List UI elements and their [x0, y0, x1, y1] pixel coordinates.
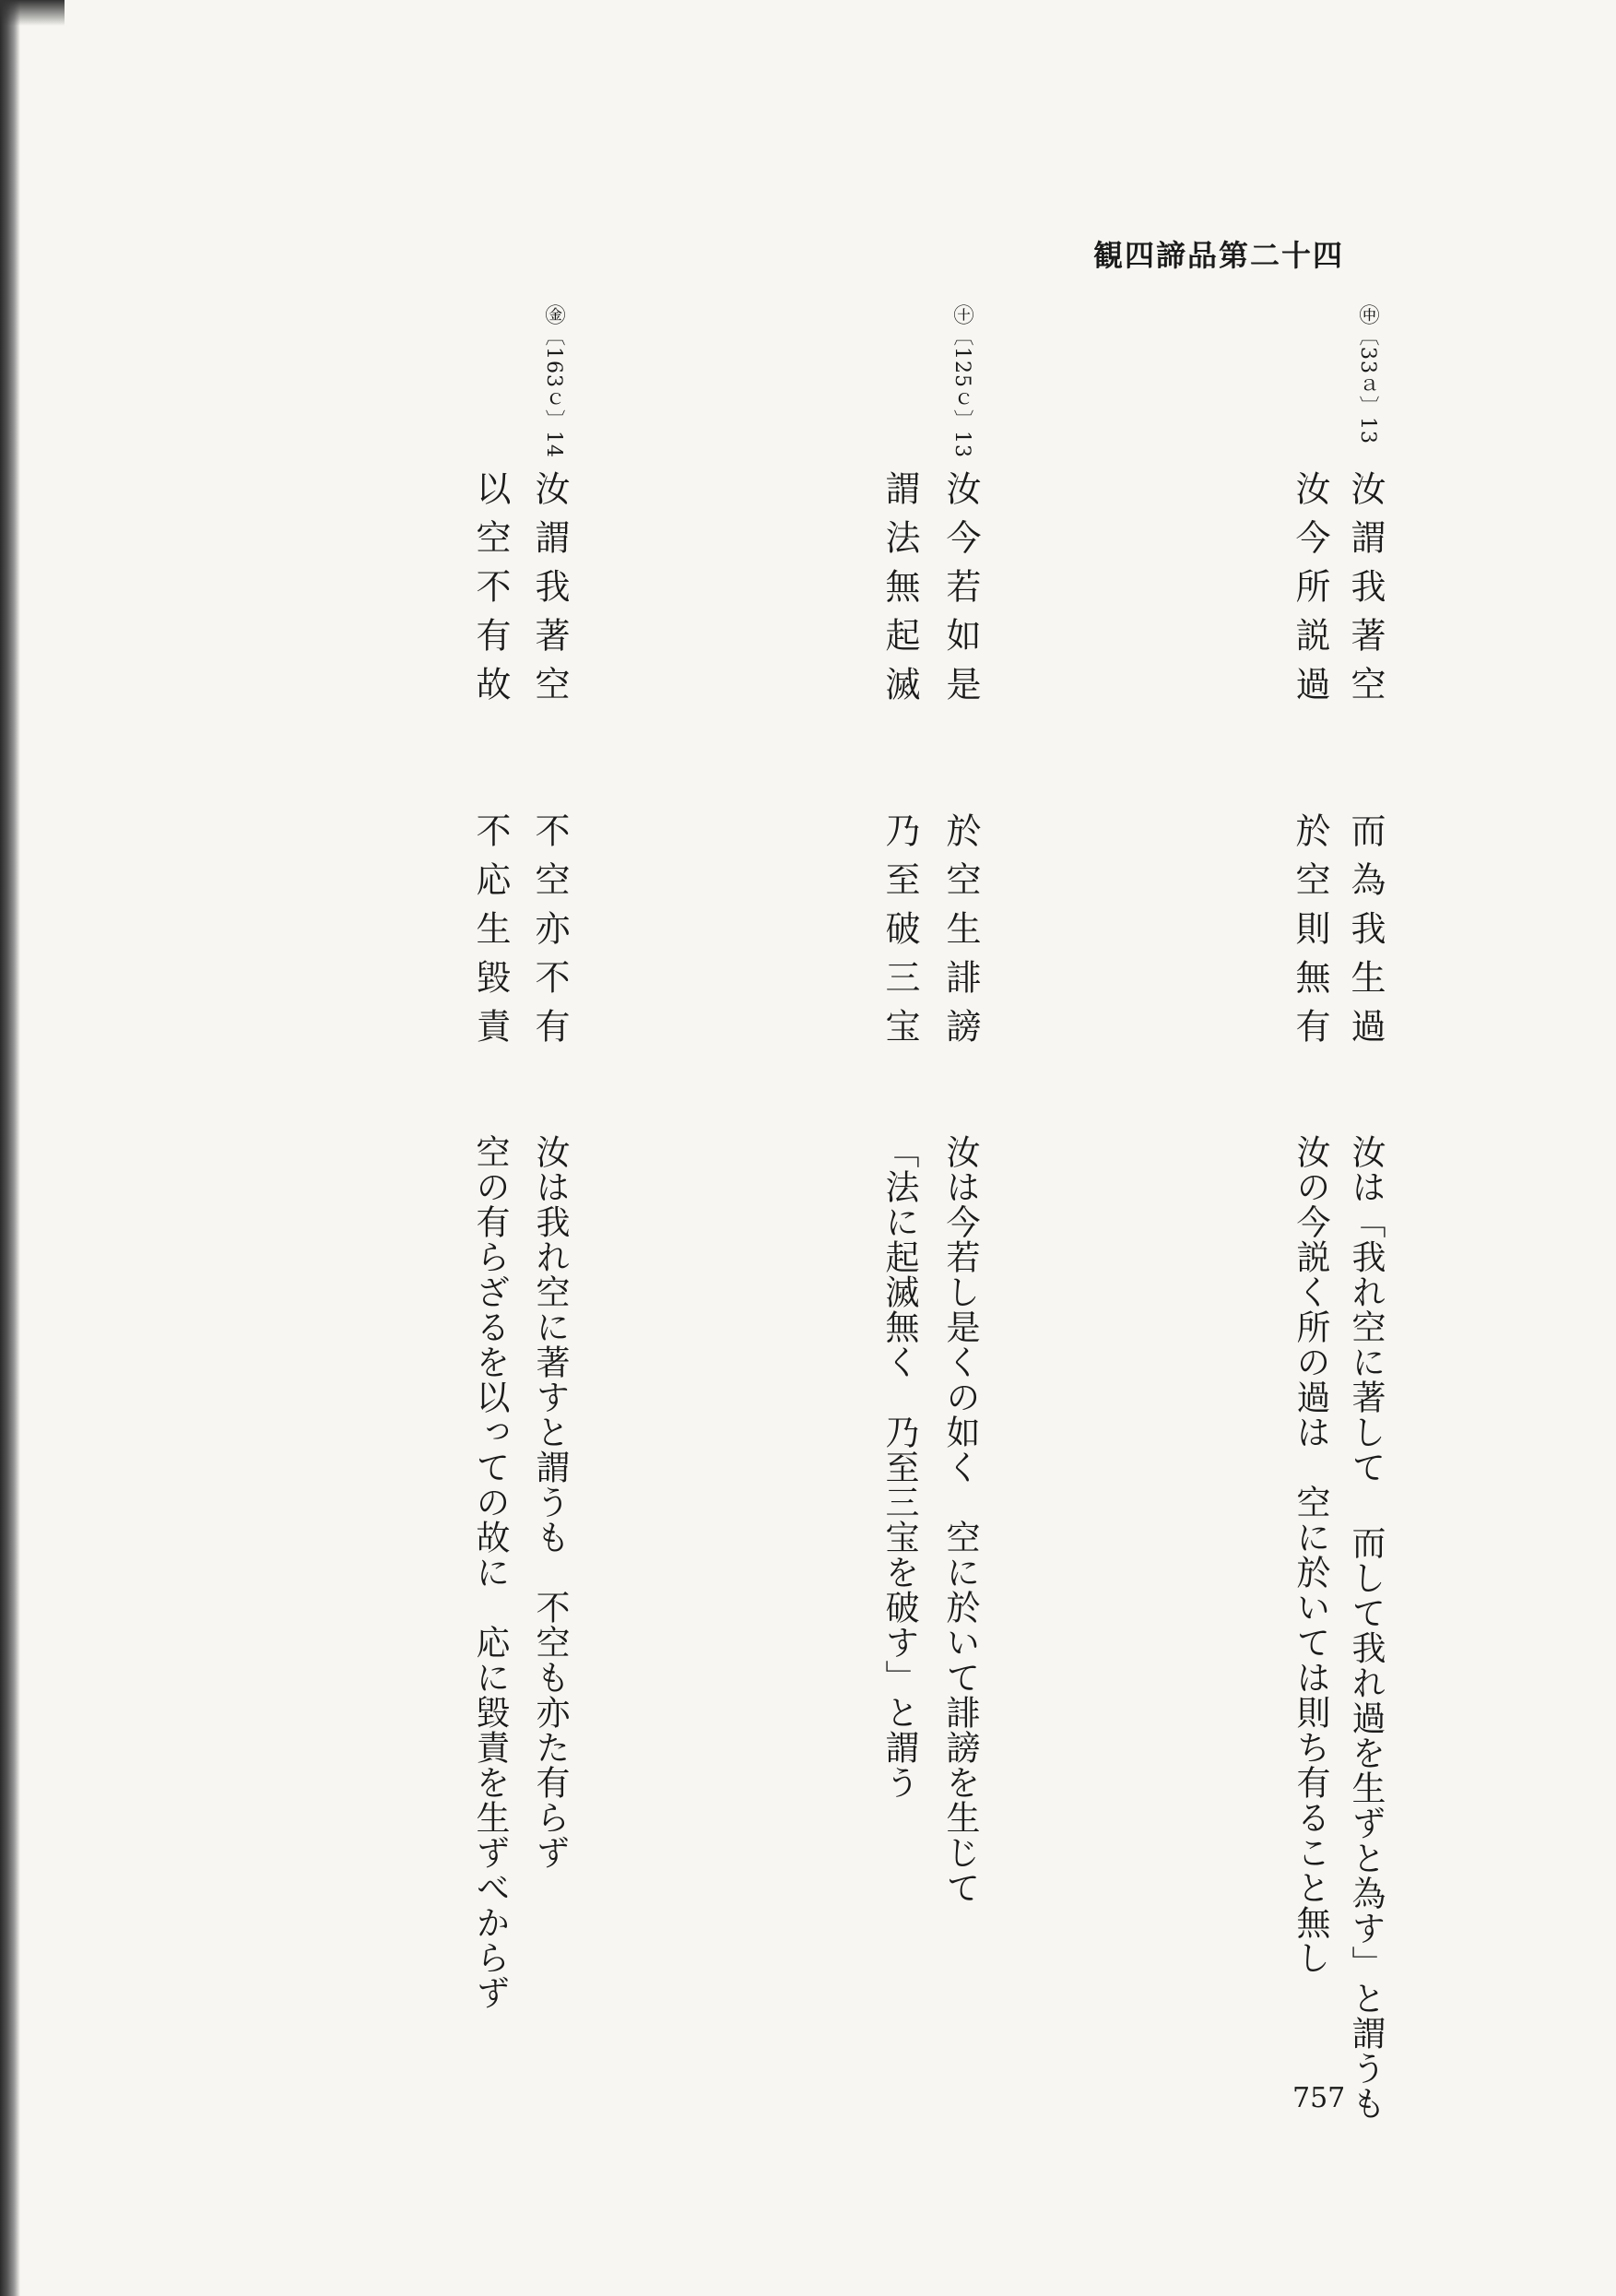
section-3-translation-line-2: 空の有らざるを以っての故に 応に毀責を生ずべからず [470, 1134, 510, 2010]
section-1-translation-line-2: 汝の今説く所の過は 空に於いては則ち有ること無し [1291, 1134, 1330, 1975]
section-1-verse-line-1: 汝謂我著空 而為我生過 [1345, 470, 1386, 1057]
section-2-translation-line-2: 「法に起滅無く 乃至三宝を破す」と謂う [879, 1134, 919, 1800]
section-3-verse-line-2: 以空不有故 不応生毀責 [470, 470, 511, 1057]
chapter-title: 観四諦品第二十四 [1092, 238, 1344, 273]
section-3-translation-line-1: 汝は我れ空に著すと謂うも 不空も亦た有らず [530, 1134, 570, 1870]
section-1-marker: ㊥〔33ａ〕13 [1356, 304, 1379, 444]
section-2-verse-line-1: 汝今若如是 於空生誹謗 [940, 470, 981, 1057]
section-2-marker: ㊉〔125ｃ〕13 [950, 304, 973, 458]
scan-left-edge [0, 0, 20, 2296]
section-3-marker: ㊎〔163ｃ〕14 [542, 304, 565, 458]
section-2-verse-line-2: 謂法無起滅 乃至破三宝 [879, 470, 920, 1057]
section-2-translation-line-1: 汝は今若し是くの如く 空に於いて誹謗を生じて [940, 1134, 980, 1905]
section-3-verse-line-1: 汝謂我著空 不空亦不有 [529, 470, 570, 1057]
section-1-translation-line-1: 汝は「我れ空に著して 而して我れ過を生ずと為す」と謂うも [1346, 1134, 1386, 2121]
page-number: 757 [1292, 2082, 1346, 2114]
scan-top-edge [0, 0, 65, 26]
section-1-verse-line-2: 汝今所説過 於空則無有 [1290, 470, 1330, 1057]
